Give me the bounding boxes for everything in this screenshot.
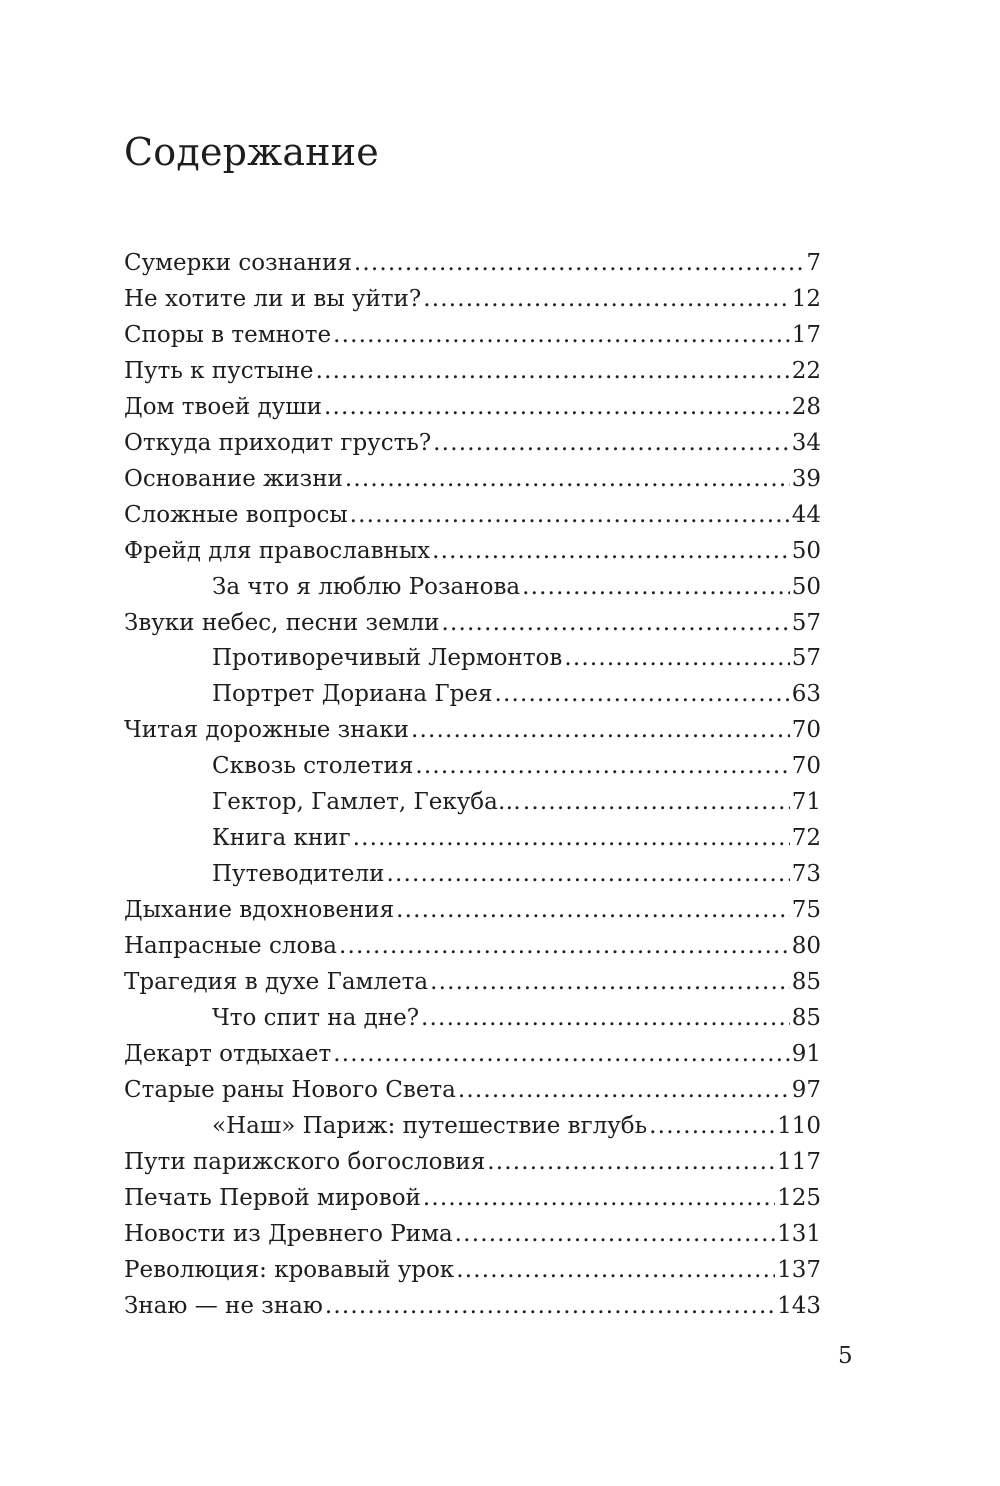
toc-entry — [124, 1217, 821, 1253]
toc-entry-title: Звуки небес, песни земли — [124, 609, 440, 636]
toc-entry-title: Сложные вопросы — [124, 501, 348, 528]
toc-entry — [124, 462, 821, 498]
toc-entry-page: 75 — [791, 897, 821, 924]
toc-entry — [124, 1037, 821, 1073]
toc-entry — [124, 929, 821, 965]
toc-entry-page: 39 — [791, 465, 821, 492]
dot-leader — [523, 785, 790, 821]
dot-leader — [433, 426, 790, 462]
toc-entry-title: Революция: кровавый урок — [124, 1256, 455, 1283]
toc-entry — [124, 1145, 821, 1181]
dot-leader — [456, 1253, 775, 1289]
dot-leader — [350, 498, 790, 534]
toc-entry-title: Не хотите ли и вы уйти? — [124, 285, 422, 312]
toc-subentry — [124, 570, 821, 606]
toc-entry-page: 91 — [791, 1040, 821, 1067]
toc-entry-page: 63 — [791, 681, 821, 708]
toc-entry-page: 57 — [791, 645, 821, 672]
toc-entry — [124, 965, 821, 1001]
dot-leader — [423, 1181, 775, 1217]
page-title: Содержание — [124, 130, 379, 174]
toc-entry — [124, 390, 821, 426]
toc-entry-page: 73 — [791, 861, 821, 888]
toc-entry-title: Напрасные слова — [124, 933, 337, 960]
toc-entry-page: 72 — [791, 825, 821, 852]
toc-entry — [124, 606, 821, 642]
dot-leader — [354, 246, 805, 282]
toc-entry-title: Старые раны Нового Света — [124, 1076, 456, 1103]
toc-entry — [124, 1289, 821, 1325]
toc-entry-title: Сквозь столетия — [212, 753, 414, 780]
toc-entry-page: 57 — [791, 609, 821, 636]
toc-entry — [124, 426, 821, 462]
toc-entry — [124, 318, 821, 354]
toc-entry-page: 71 — [791, 789, 821, 816]
toc-entry-title: Дыхание вдохновения — [124, 897, 395, 924]
dot-leader — [458, 1073, 790, 1109]
dot-leader — [411, 713, 790, 749]
toc-entry-title: Дом твоей души — [124, 393, 322, 420]
toc-entry-page: 117 — [777, 1148, 821, 1175]
dot-leader — [487, 1145, 775, 1181]
dot-leader — [387, 857, 790, 893]
dot-leader — [353, 821, 790, 857]
toc-entry-page: 17 — [791, 321, 821, 348]
toc-subentry — [124, 677, 821, 713]
dot-leader — [649, 1109, 775, 1145]
toc-entry — [124, 354, 821, 390]
toc-entry-title: Новости из Древнего Рима — [124, 1220, 453, 1247]
toc-entry-title: Споры в темноте — [124, 321, 332, 348]
dot-leader — [333, 1037, 790, 1073]
toc-entry-page: 110 — [777, 1112, 821, 1139]
toc-entry-page: 143 — [777, 1292, 821, 1319]
dot-leader — [522, 570, 790, 606]
dot-leader — [324, 390, 790, 426]
toc-entry — [124, 534, 821, 570]
page-number: 5 — [838, 1343, 853, 1369]
toc-entry-page: 50 — [791, 537, 821, 564]
toc-entry-page: 85 — [791, 969, 821, 996]
toc-entry-title: Откуда приходит грусть? — [124, 429, 432, 456]
toc-entry-title: Основание жизни — [124, 465, 343, 492]
toc-entry-title: Трагедия в духе Гамлета — [124, 969, 429, 996]
toc-entry-title: Что спит на дне? — [212, 1005, 420, 1032]
toc-entry — [124, 246, 821, 282]
toc-entry-page: 131 — [777, 1220, 821, 1247]
toc-entry-page: 125 — [777, 1184, 821, 1211]
toc-entry-title: Сумерки сознания — [124, 250, 352, 276]
toc-entry-title: За что я люблю Розанова — [212, 573, 521, 600]
toc-entry — [124, 1181, 821, 1217]
dot-leader — [455, 1217, 775, 1253]
dot-leader — [564, 641, 789, 677]
toc-entry — [124, 1253, 821, 1289]
dot-leader — [325, 1289, 775, 1325]
toc-entry-title: Знаю — не знаю — [124, 1292, 323, 1319]
toc-entry-title: Читая дорожные знаки — [124, 717, 409, 744]
toc-entry — [124, 282, 821, 318]
toc-subentry — [124, 641, 821, 677]
toc-entry-title: «Наш» Париж: путешествие вглубь — [212, 1112, 648, 1139]
toc-entry-page: 50 — [791, 573, 821, 600]
dot-leader — [432, 534, 790, 570]
toc-entry-page: 97 — [791, 1076, 821, 1103]
dot-leader — [415, 749, 789, 785]
toc-entry-title: Декарт отдыхает — [124, 1040, 332, 1067]
dot-leader — [345, 462, 790, 498]
dot-leader — [396, 893, 790, 929]
toc-subentry — [124, 749, 821, 785]
dot-leader — [316, 354, 790, 390]
toc-entry-title: Фрейд для православных — [124, 537, 431, 564]
dot-leader — [494, 677, 789, 713]
dot-leader — [430, 965, 790, 1001]
toc-subentry — [124, 1109, 821, 1145]
toc-entry-page: 28 — [791, 393, 821, 420]
toc-subentry — [124, 821, 821, 857]
dot-leader — [339, 929, 790, 965]
toc-entry-page: 80 — [791, 933, 821, 960]
toc-entry-title: Книга книг — [212, 825, 351, 852]
dot-leader — [333, 318, 790, 354]
toc-subentry — [124, 785, 821, 821]
toc-entry-page: 22 — [791, 357, 821, 384]
toc-entry-page: 12 — [791, 285, 821, 312]
dot-leader — [423, 282, 790, 318]
toc-entry-title: Портрет Дориана Грея — [212, 681, 493, 708]
toc-entry-page: 34 — [791, 429, 821, 456]
toc-entry-title: Путеводители — [212, 861, 385, 888]
toc-entry — [124, 498, 821, 534]
toc-entry-page: 137 — [777, 1256, 821, 1283]
dot-leader — [442, 606, 790, 642]
toc-entry-page: 85 — [791, 1005, 821, 1032]
toc-entry-page: 44 — [791, 501, 821, 528]
toc-entry-title: Печать Первой мировой — [124, 1184, 421, 1211]
toc-entry-title: Пути парижского богословия — [124, 1148, 486, 1175]
toc-entry — [124, 1073, 821, 1109]
toc-subentry — [124, 1001, 821, 1037]
toc-entry-page: 7 — [806, 250, 821, 276]
toc-subentry — [124, 857, 821, 893]
table-of-contents — [124, 246, 821, 1325]
toc-entry-title: Противоречивый Лермонтов — [212, 645, 563, 672]
dot-leader — [421, 1001, 790, 1037]
toc-entry — [124, 893, 821, 929]
toc-entry-title: Гектор, Гамлет, Гекуба… — [212, 789, 521, 816]
toc-entry-title: Путь к пустыне — [124, 357, 314, 384]
toc-entry-page: 70 — [791, 717, 821, 744]
toc-entry-page: 70 — [791, 753, 821, 780]
toc-entry — [124, 713, 821, 749]
